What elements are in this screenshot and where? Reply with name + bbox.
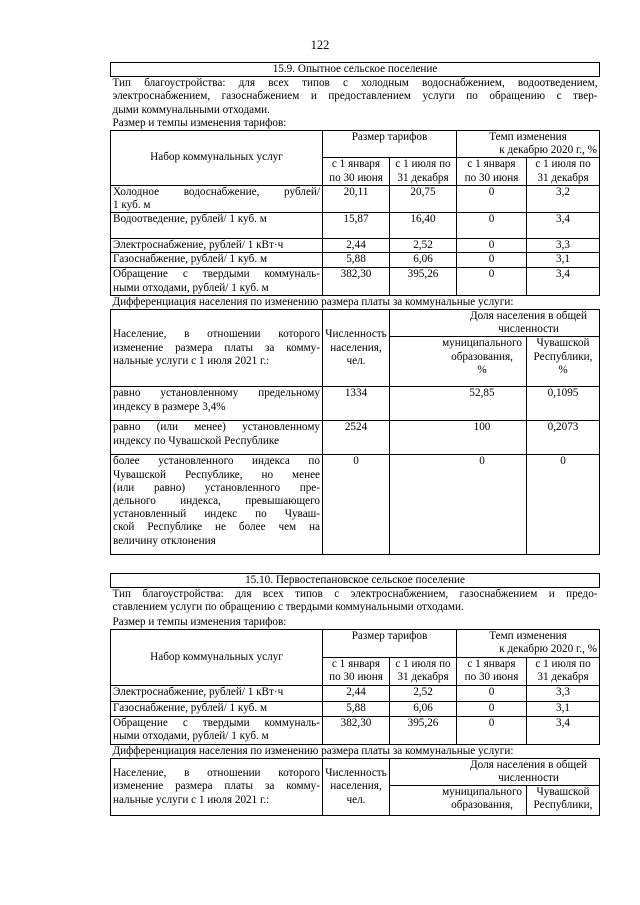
period-header-line: по 30 июня	[329, 171, 383, 184]
services-header-text: Набор коммунальных услуг	[150, 151, 283, 164]
population-header-line: нальные услуги с 1 июля 2021 г.:	[113, 793, 270, 806]
share-header	[390, 310, 600, 337]
rate-header-line: Темп изменения	[489, 630, 567, 643]
diff-row-label	[111, 387, 323, 421]
tariff-caption-text: Размер и темпы изменения тарифов:	[112, 615, 287, 628]
size-jan-header	[323, 657, 390, 685]
tariff-service-name	[111, 213, 323, 239]
diff-count-text: 0	[353, 455, 359, 468]
rate-jul-header	[527, 158, 600, 185]
section-15-10	[110, 573, 600, 816]
rate-header	[457, 630, 600, 657]
tariff-v1-value	[323, 268, 390, 295]
population-header-line: изменение размера платы за комму-	[113, 341, 320, 354]
diff-row-label-line: индексу в размере 3,4%	[113, 400, 226, 413]
tariff-value-text: 3,4	[556, 716, 570, 729]
amenity-line: ставлением услуги по обращению с твердыми коммунальными отходами.	[112, 601, 464, 614]
rate-jul-header	[527, 657, 600, 685]
republic-header	[527, 337, 600, 387]
size-header	[323, 131, 457, 158]
tariff-value-text: 20,11	[343, 185, 369, 198]
tariff-r1-value	[457, 716, 527, 744]
amenity-line: электроснабжением, газоснабжением и предоставлением услуги по обращению с твер-	[112, 90, 598, 103]
population-header-line: Население, в отношении которого	[113, 767, 320, 780]
diff-row-label-line: (или равно) установленного пре-	[113, 481, 320, 494]
services-header-text: Набор коммунальных услуг	[150, 650, 283, 663]
tariff-v1-value	[323, 716, 390, 744]
period-header-line: 31 декабря	[397, 171, 449, 184]
tariff-v1-value	[323, 701, 390, 716]
tariff-caption	[111, 616, 600, 630]
tariff-r2-value	[527, 268, 600, 295]
period-header-line: 31 декабря	[537, 670, 589, 683]
tariff-value-text: 15,87	[343, 213, 369, 226]
tariff-value-text: 3,1	[556, 701, 570, 714]
tariff-service-name	[111, 716, 323, 744]
period-header-line: с 1 июля по	[535, 657, 591, 670]
diff-row-label-line: дельного индекса, превышающего	[113, 495, 320, 508]
tariff-v2-value	[390, 716, 457, 744]
tariff-r1-value	[457, 685, 527, 701]
share-header-line: численности	[498, 323, 559, 336]
period-header-line: с 1 января	[467, 657, 516, 670]
population-header-line: Население, в отношении которого	[113, 328, 320, 341]
tariff-value-text: 6,06	[413, 253, 433, 266]
tariff-r1-value	[457, 239, 527, 253]
tariff-v2-value	[390, 253, 457, 268]
diff-municipal-text: 100	[473, 421, 491, 434]
municipal-header-line: %	[477, 363, 487, 376]
diff-municipal-value	[390, 421, 527, 455]
section-heading-text: 15.9. Опытное сельское поселение	[272, 63, 438, 75]
municipal-header-line: муниципального	[442, 337, 522, 350]
tariff-value-text: 2,52	[413, 685, 433, 698]
share-header-line: численности	[498, 772, 559, 785]
tariff-v1-value	[323, 185, 390, 212]
tariff-service-line: Электроснабжение, рублей/ 1 кВт·ч	[113, 239, 284, 252]
diff-republic-text: 0,2073	[547, 421, 579, 434]
tariff-caption-text: Размер и темпы изменения тарифов:	[112, 116, 287, 129]
diff-row-label-line: установленный индекс по Чуваш-	[113, 508, 320, 521]
tariff-v1-value	[323, 685, 390, 701]
tariff-value-text: 0	[488, 701, 495, 714]
diff-republic-value	[527, 421, 600, 455]
tariff-value-text: 5,88	[346, 253, 366, 266]
tariff-service-line: Водоотведение, рублей/ 1 куб. м	[113, 213, 267, 226]
count-header-line: Численность	[325, 767, 387, 780]
section-heading	[111, 63, 600, 77]
amenity-type	[111, 588, 600, 616]
tariff-value-text: 395,26	[407, 716, 439, 729]
tariff-value-text: 382,30	[340, 716, 372, 729]
tariff-service-name	[111, 701, 323, 716]
municipal-header-line: образования,	[451, 350, 513, 363]
tariff-service-line: ными отходами, рублей/ 1 куб. м	[113, 281, 269, 294]
population-header-line: изменение размера платы за комму-	[113, 780, 320, 793]
tariff-service-name	[111, 253, 323, 268]
count-header-line: населения,	[330, 780, 382, 793]
municipal-header	[390, 337, 527, 387]
tariff-value-text: 0	[488, 239, 495, 252]
tariff-r2-value	[527, 685, 600, 701]
section-heading-text: 15.10. Первостепановское сельское поселение	[245, 574, 465, 586]
tariff-value-text: 3,4	[556, 268, 570, 281]
diff-row-label-line: более установленного индекса по	[113, 455, 320, 468]
tariff-r2-value	[527, 213, 600, 239]
tariff-value-text: 0	[488, 185, 495, 198]
tariff-r2-value	[527, 239, 600, 253]
tariff-r2-value	[527, 716, 600, 744]
tariff-v2-value	[390, 701, 457, 716]
rate-jan-header	[457, 158, 527, 185]
tariff-value-text: 3,3	[556, 239, 570, 252]
republic-header-line: Чувашской	[536, 786, 590, 799]
period-header-line: с 1 июля по	[535, 158, 591, 171]
tariff-caption	[111, 117, 600, 131]
tariff-v2-value	[390, 239, 457, 253]
tariff-value-text: 2,52	[413, 239, 433, 252]
tariff-service-name	[111, 239, 323, 253]
tariff-value-text: 0	[488, 268, 495, 281]
period-header-line: с 1 июля по	[395, 657, 451, 670]
count-header-line: чел.	[346, 793, 366, 806]
diff-count-text: 2524	[344, 421, 368, 434]
tariff-r2-value	[527, 185, 600, 212]
diff-municipal-value	[390, 455, 527, 555]
sec1-body	[111, 63, 600, 555]
tariff-value-text: 2,44	[346, 685, 366, 698]
tariff-r1-value	[457, 185, 527, 212]
diff-municipal-text: 0	[479, 455, 485, 468]
size-jul-header	[390, 158, 457, 185]
tariff-r1-value	[457, 701, 527, 716]
tariff-v2-value	[390, 185, 457, 212]
services-header	[111, 630, 323, 685]
republic-header	[527, 786, 600, 816]
diff-municipal-value	[390, 387, 527, 421]
period-header-line: по 30 июня	[464, 171, 519, 184]
tariff-value-text: 0	[488, 716, 495, 729]
count-header	[323, 758, 390, 815]
tariff-service-line: Газоснабжение, рублей/ 1 куб. м	[113, 253, 268, 266]
diff-republic-text: 0,1095	[547, 387, 579, 400]
diff-row-label	[111, 455, 323, 555]
tariff-value-text: 20,75	[410, 185, 436, 198]
tariff-v1-value	[323, 213, 390, 239]
rate-header-line: к декабрю 2020 г., %	[499, 144, 598, 157]
period-header-line: по 30 июня	[464, 670, 519, 683]
share-header-line: Доля населения в общей	[469, 310, 588, 323]
count-header-line: населения,	[330, 341, 382, 354]
diff-republic-value	[527, 455, 600, 555]
diff-row-label-line: Чувашской Республике, но менее	[113, 468, 320, 481]
diff-caption-text: Дифференциация населения по изменению размера платы за коммунальные услуги:	[112, 744, 514, 757]
tariff-value-text: 382,30	[340, 268, 372, 281]
municipal-header	[390, 786, 527, 816]
amenity-line: Тип благоустройства: для всех типов с холодным водоснабжением, водоотведением,	[112, 77, 598, 90]
population-header	[111, 758, 323, 815]
tariff-r2-value	[527, 701, 600, 716]
population-header-line: нальные услуги с 1 июля 2021 г.:	[113, 354, 270, 367]
tariff-value-text: 3,1	[556, 253, 570, 266]
section-heading	[111, 574, 600, 588]
share-header-line: Доля населения в общей	[470, 758, 588, 771]
diff-row-label-line: величину отклонения	[113, 534, 216, 547]
diff-count-value	[323, 387, 390, 421]
share-header	[390, 758, 600, 785]
tariff-r1-value	[457, 253, 527, 268]
tariff-r1-value	[457, 213, 527, 239]
size-jan-header	[323, 158, 390, 185]
tariff-value-text: 0	[488, 685, 495, 698]
tariff-service-line: ными отходами, рублей/ 1 куб. м	[113, 729, 269, 742]
republic-header-line: Республики,	[533, 799, 593, 812]
period-header-line: с 1 января	[467, 158, 516, 171]
services-header	[111, 131, 323, 186]
diff-count-value	[323, 421, 390, 455]
period-header-line: с 1 января	[331, 657, 381, 670]
tariff-r2-value	[527, 253, 600, 268]
municipal-header-line: муниципального	[442, 786, 522, 799]
rate-header	[457, 131, 600, 158]
tariff-service-name	[111, 685, 323, 701]
period-header-line: с 1 июля по	[395, 158, 451, 171]
tariff-v1-value	[323, 239, 390, 253]
amenity-line: дыми коммунальными отходами.	[112, 103, 270, 116]
population-header	[111, 310, 323, 387]
amenity-line: Тип благоустройства: для всех типов с электроснабжением, газоснабжением и предо-	[112, 588, 598, 601]
tariff-value-text: 3,4	[556, 213, 570, 226]
period-header-line: 31 декабря	[537, 171, 589, 184]
tariff-service-line: Обращение с твердыми коммуналь-	[113, 716, 320, 729]
tariff-value-text: 5,88	[346, 701, 366, 714]
period-header-line: с 1 января	[331, 158, 381, 171]
tariff-service-name	[111, 268, 323, 295]
tariff-v2-value	[390, 213, 457, 239]
diff-caption-text: Дифференциация населения по изменению размера платы за коммунальные услуги:	[112, 295, 514, 308]
tariff-service-line: Газоснабжение, рублей/ 1 куб. м	[113, 701, 268, 714]
count-header-line: чел.	[346, 354, 366, 367]
tariff-service-line: 1 куб. м	[113, 199, 151, 212]
tariff-value-text: 16,40	[410, 213, 436, 226]
period-header-line: по 30 июня	[329, 670, 383, 683]
tariff-value-text: 395,26	[407, 268, 439, 281]
diff-republic-text: 0	[560, 455, 566, 468]
diff-caption	[111, 295, 600, 309]
diff-row-label-line: ской Республике не более чем на	[113, 521, 320, 534]
diff-caption	[111, 744, 600, 758]
diff-row-label-line: индексу по Чувашской Республике	[113, 434, 279, 447]
diff-count-text: 1334	[344, 387, 368, 400]
section-15-9	[110, 62, 600, 555]
republic-header-line: %	[558, 363, 568, 376]
tariff-v2-value	[390, 268, 457, 295]
rate-header-line: к декабрю 2020 г., %	[499, 643, 598, 656]
republic-header-line: Республики,	[533, 350, 593, 363]
tariff-value-text: 6,06	[413, 701, 433, 714]
diff-count-value	[323, 455, 390, 555]
tariff-value-text: 0	[488, 253, 495, 266]
size-header	[323, 630, 457, 657]
tariff-r1-value	[457, 268, 527, 295]
tariff-value-text: 2,44	[346, 239, 366, 252]
tariff-v2-value	[390, 685, 457, 701]
count-header	[323, 310, 390, 387]
municipal-header-line: образования,	[451, 799, 513, 812]
rate-jan-header	[457, 657, 527, 685]
size-header-text: Размер тарифов	[351, 630, 428, 643]
tariff-value-text: 0	[488, 213, 495, 226]
tariff-value-text: 3,2	[556, 185, 570, 198]
rate-header-line: Темп изменения	[489, 131, 567, 144]
amenity-type	[111, 77, 600, 117]
tariff-service-line: Электроснабжение, рублей/ 1 кВт·ч	[113, 685, 284, 698]
tariff-v1-value	[323, 253, 390, 268]
diff-row-label	[111, 421, 323, 455]
size-header-text: Размер тарифов	[351, 131, 428, 144]
count-header-line: Численность	[325, 328, 387, 341]
diff-row-label-line: равно (или менее) установленному	[113, 421, 320, 434]
tariff-service-name	[111, 185, 323, 212]
tariff-service-line: Холодное водоснабжение, рублей/	[113, 185, 320, 198]
page-number: 122	[310, 38, 330, 52]
republic-header-line: Чувашской	[536, 337, 590, 350]
tariff-service-line: Обращение с твердыми коммуналь-	[113, 268, 320, 281]
tariff-value-text: 3,3	[556, 685, 570, 698]
period-header-line: 31 декабря	[397, 670, 449, 683]
diff-row-label-line: равно установленному предельному	[113, 387, 320, 400]
diff-republic-value	[527, 387, 600, 421]
diff-municipal-text: 52,85	[469, 387, 495, 400]
sec2-body	[111, 574, 600, 816]
size-jul-header	[390, 657, 457, 685]
